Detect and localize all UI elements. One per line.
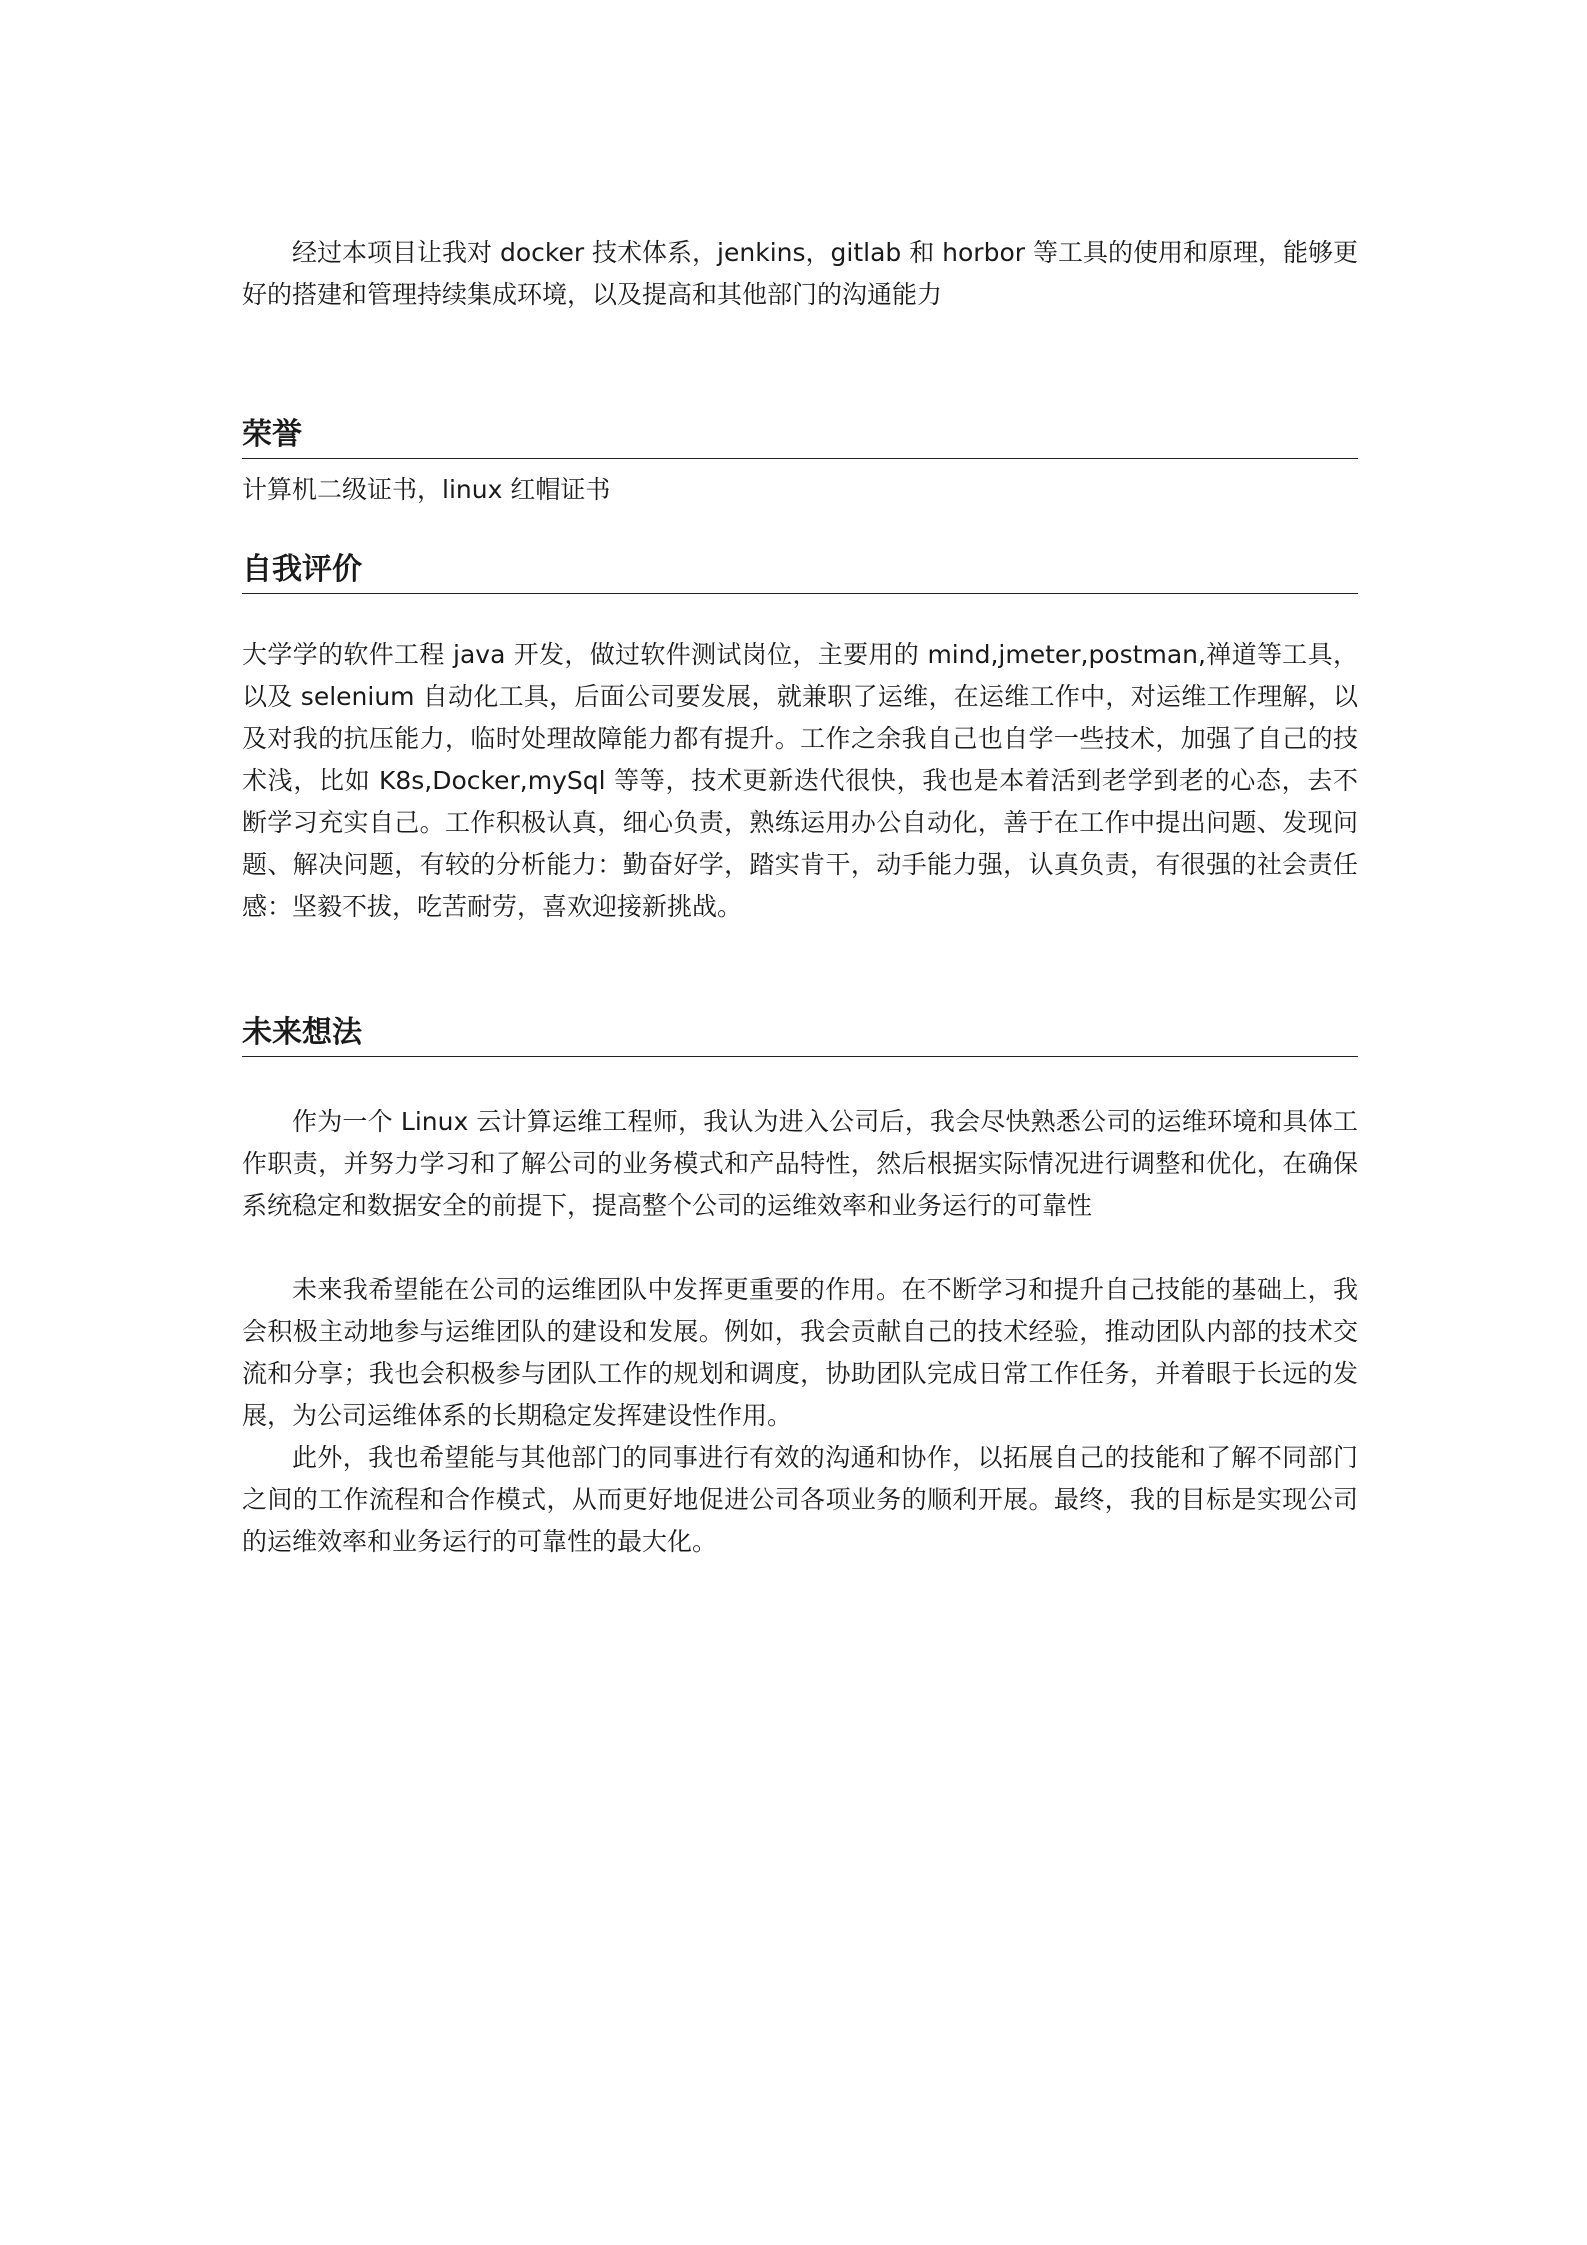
document-content <box>242 232 1358 1563</box>
honors-heading: 荣誉 <box>242 416 1358 459</box>
future-plans-heading: 未来想法 <box>242 1014 1358 1057</box>
future-plans-paragraph-1: 作为一个 Linux 云计算运维工程师，我认为进入公司后，我会尽快熟悉公司的运维环境和具体工作职责，并努力学习和了解公司的业务模式和产品特性，然后根据实际情况进行调整和优化，在确保系统稳定和数据安全的前提下，提高整个公司的运维效率和业务运行的可靠性 <box>242 1107 1358 1220</box>
self-evaluation-heading: 自我评价 <box>242 551 1358 594</box>
intro-paragraph: 经过本项目让我对 docker 技术体系，jenkins，gitlab 和 horbor 等工具的使用和原理，能够更好的搭建和管理持续集成环境，以及提高和其他部门的沟通能力 <box>242 238 1358 309</box>
future-plans-paragraph-2: 未来我希望能在公司的运维团队中发挥更重要的作用。在不断学习和提升自己技能的基础上，我会积极主动地参与运维团队的建设和发展。例如，我会贡献自己的技术经验，推动团队内部的技术交流和分享；我也会积极参与团队工作的规划和调度，协助团队完成日常工作任务，并着眼于长远的发展，为公司运维体系的长期稳定发挥建设性作用。 <box>242 1275 1358 1430</box>
future-plans-paragraph-3: 此外，我也希望能与其他部门的同事进行有效的沟通和协作，以拓展自己的技能和了解不同部门之间的工作流程和合作模式，从而更好地促进公司各项业务的顺利开展。最终，我的目标是实现公司的运维效率和业务运行的可靠性的最大化。 <box>242 1443 1358 1556</box>
self-evaluation-paragraph: 大学学的软件工程 java 开发，做过软件测试岗位，主要用的 mind,jmeter,postman,禅道等工具，以及 selenium 自动化工具，后面公司要发展，就兼职了运维，在运维工作中，对运维工作理解，以及对我的抗压能力，临时处理故障能力都有提升。工作之余我自己也自学一些技术，加强了自己的技术浅，比如 K8s,Docker,mySql 等等，技术更新迭代很快，我也是本着活到老学到老的心态，去不断学习充实自己。工作积极认真，细心负责，熟练运用办公自动化，善于在工作中提出问题、发现问题、解决问题，有较的分析能力：勤奋好学，踏实肯干，动手能力强，认真负责，有很强的社会责任感：坚毅不拔，吃苦耐劳，喜欢迎接新挑战。 <box>242 640 1358 921</box>
honors-text: 计算机二级证书，linux 红帽证书 <box>242 475 611 504</box>
